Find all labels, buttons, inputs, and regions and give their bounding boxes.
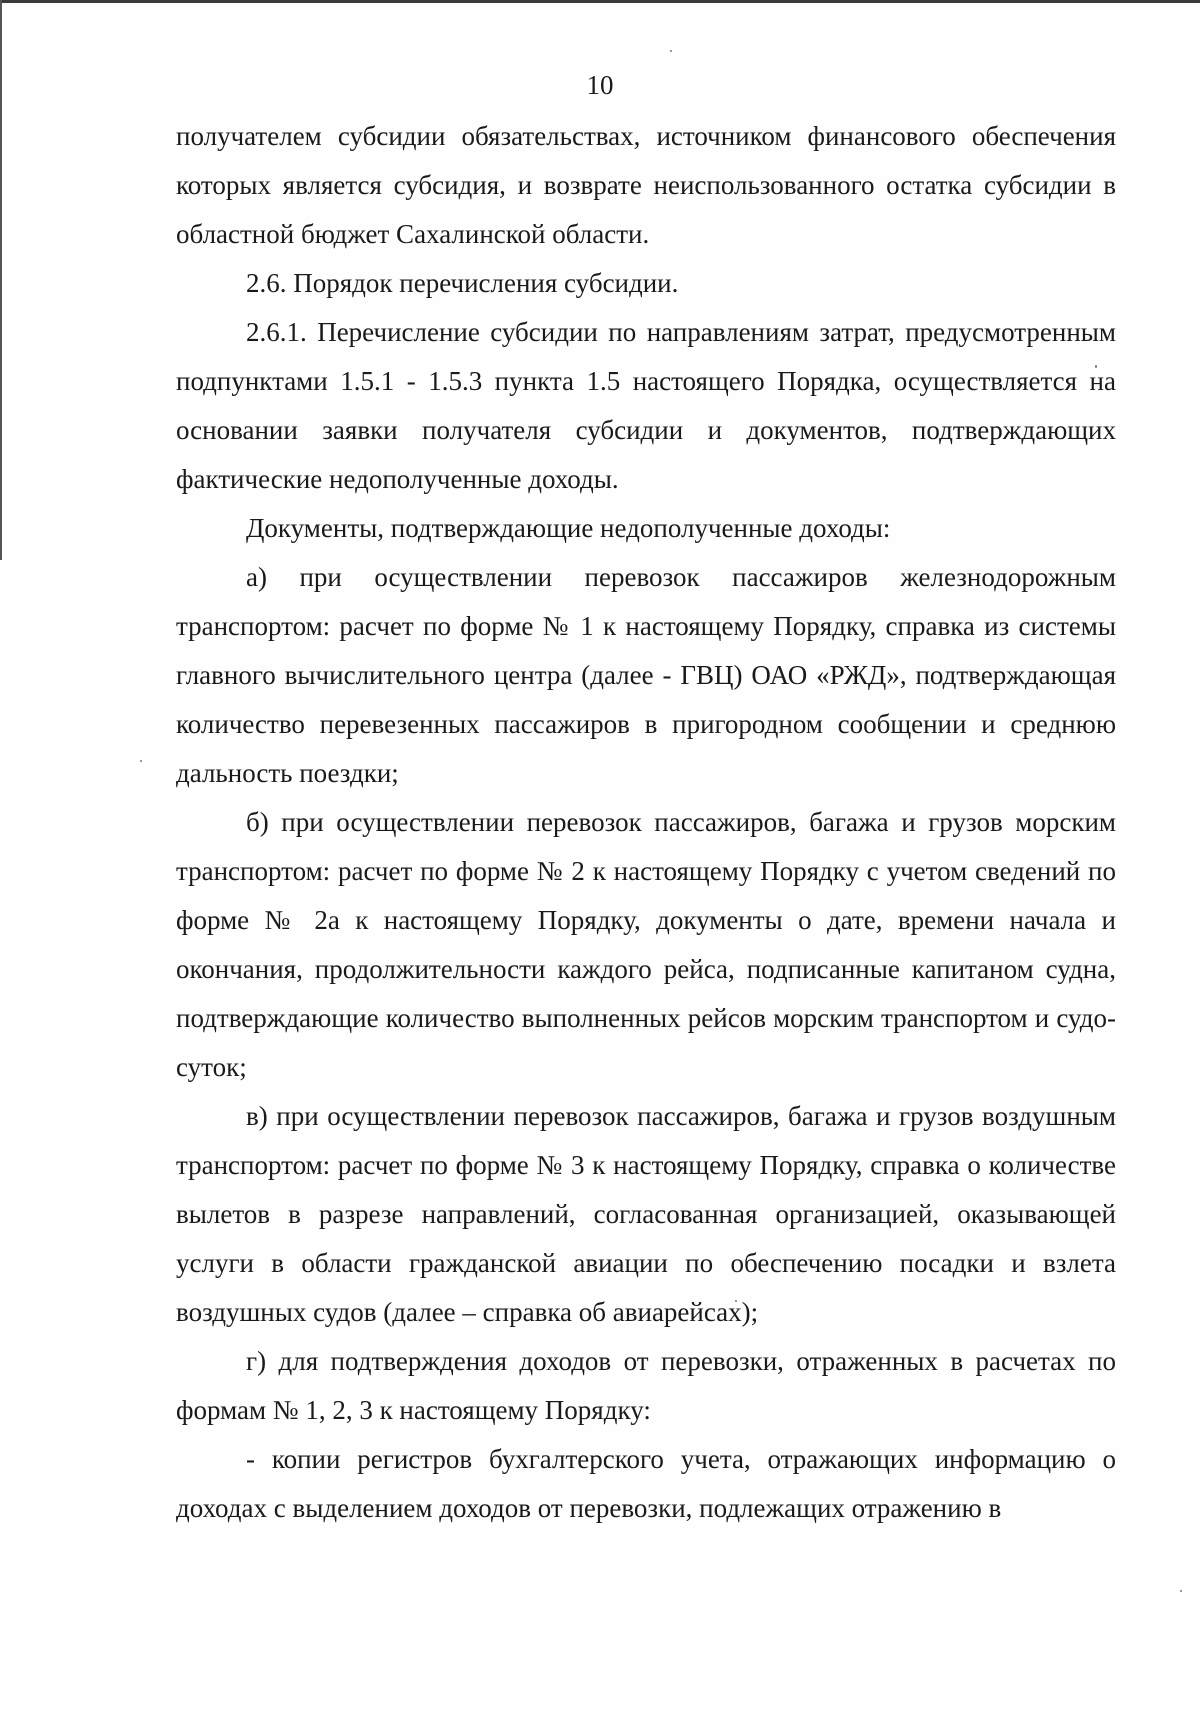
paragraph-documents-intro: Документы, подтверждающие недополученные доходы: <box>246 513 891 543</box>
scan-top-edge <box>0 0 1200 3</box>
scan-speck <box>140 760 142 762</box>
document-body <box>176 112 1116 1533</box>
paragraph-section-2-6: 2.6. Порядок перечисления субсидии. <box>246 268 679 298</box>
scan-speck <box>670 50 672 52</box>
paragraph-continuation: получателем субсидии обязательствах, источником финансового обеспечения которых является субсидия, и возврате неиспользованного остатка субсидии в областной бюджет Сахалинской области. <box>176 121 1116 249</box>
page-number: 10 <box>586 70 614 100</box>
paragraph-item-b: б) при осуществлении перевозок пассажиров, багажа и грузов морским транспортом: расчет по форме № 2 к настоящему Порядку с учетом сведений по форме № 2а к настоящему Порядку, документы о дате, времени начала и окончания, продолжительности каждого рейса, подписанные капитаном судна, подтверждающие количество выполненных рейсов морским транспортом и судо-суток; <box>176 807 1116 1082</box>
scan-speck <box>1180 1590 1182 1592</box>
paragraph-item-g: г) для подтверждения доходов от перевозки, отраженных в расчетах по формам № 1, 2, 3 к настоящему Порядку: <box>176 1346 1116 1425</box>
paragraph-item-a: а) при осуществлении перевозок пассажиров железнодорожным транспортом: расчет по форме № 1 к настоящему Порядку, справка из системы главного вычислительного центра (далее - ГВЦ) ОАО «РЖД», подтверждающая количество перевезенных пассажиров в пригородном сообщении и среднюю дальность поездки; <box>176 562 1116 788</box>
paragraph-item-g-dash-1: - копии регистров бухгалтерского учета, отражающих информацию о доходах с выделением доходов от перевозки, подлежащих отражению в <box>176 1444 1116 1523</box>
paragraph-section-2-6-1: 2.6.1. Перечисление субсидии по направлениям затрат, предусмотренным подпунктами 1.5.1 - 1.5.3 пункта 1.5 настоящего Порядка, осуществляется на основании заявки получателя субсидии и документов, подтверждающих фактические недополученные доходы. <box>176 317 1116 494</box>
paragraph-item-v: в) при осуществлении перевозок пассажиров, багажа и грузов воздушным транспортом: расчет по форме № 3 к настоящему Порядку, справка о количестве вылетов в разрезе направлений, согласованная организацией, оказывающей услуги в области гражданской авиации по обеспечению посадки и взлета воздушных судов (далее – справка об авиарейсах); <box>176 1101 1116 1327</box>
